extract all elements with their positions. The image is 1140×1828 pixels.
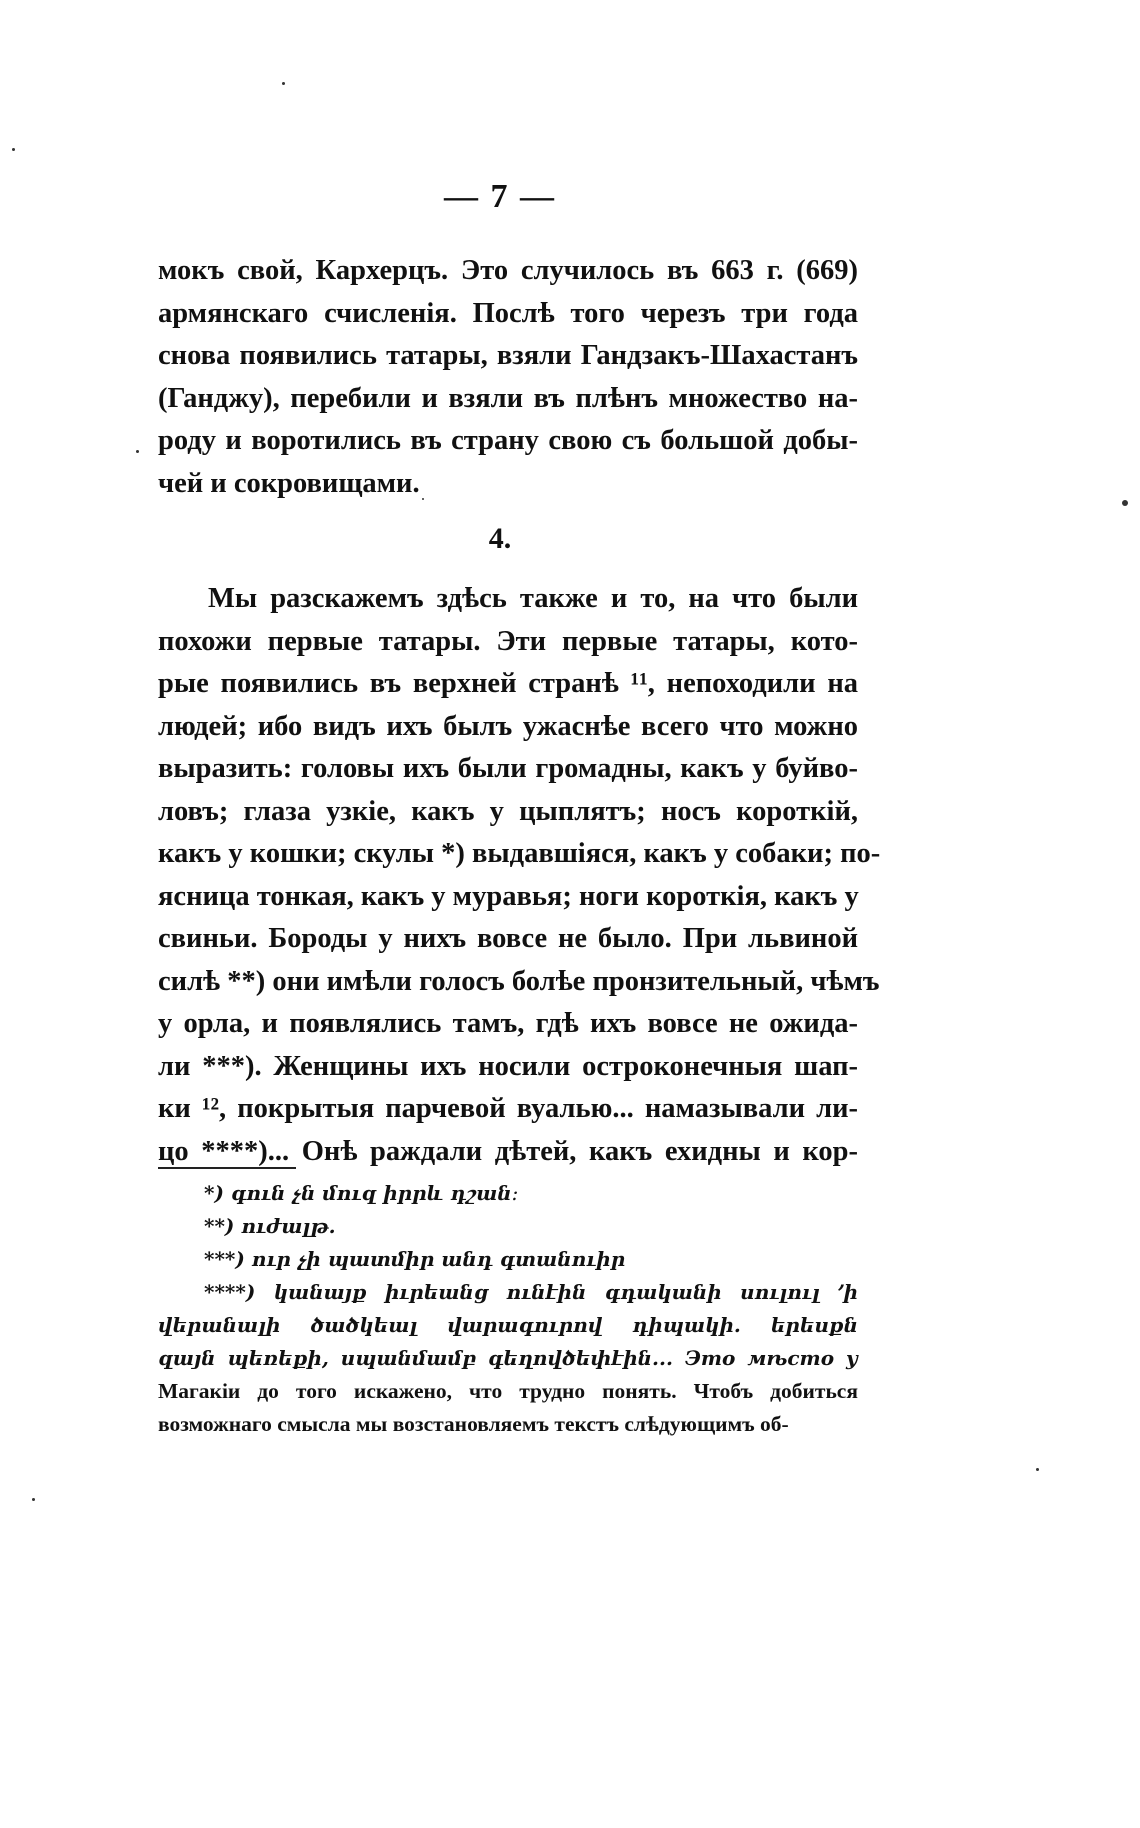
scan-speck (136, 450, 139, 453)
scan-speck (282, 82, 285, 85)
paragraph-text (158, 578, 881, 1173)
text-line: силѣ **) они имѣли голосъ болѣе пронзительный, чѣмъ (158, 965, 880, 997)
scan-speck (422, 498, 424, 500)
text-line: снова появились татары, взяли Гандзакъ-Шахастанъ (158, 340, 858, 371)
paragraph-text (158, 250, 858, 505)
text-line: свиньи. Бороды у нихъ вовсе не было. При львиной (158, 923, 858, 954)
footnotes (158, 1177, 858, 1441)
text-line: выразить: головы ихъ были громадны, какъ у буйво- (158, 753, 858, 784)
footnote-line: возможнаго смысла мы возстановляемъ текстъ слѣдующимъ об- (158, 1412, 789, 1436)
text-line: рые появились въ верхней странѣ ¹¹, непоходили на (158, 668, 858, 699)
scan-speck (1036, 1468, 1039, 1471)
footnote-line: *) գուն չն մուզ իրրև դշան։ (204, 1181, 519, 1205)
text-line: роду и воротились въ страну свою съ большой добы- (158, 425, 858, 456)
text-line: армянскаго счисленія. Послѣ того черезъ три года (158, 297, 858, 329)
scan-speck (12, 148, 15, 151)
paragraph-continued (158, 250, 858, 505)
text-line: чей и сокровищами. (158, 467, 420, 499)
text-line: мокъ свой, Кархерцъ. Это случилось въ 663 г. (669) (158, 255, 858, 286)
footnote-line: վերանալի ծածկեալ վարագուրով դիպակի. երեսքն (158, 1313, 858, 1337)
footnote-line: Магакіи до того искажено, что трудно понять. Чтобъ добиться (158, 1379, 858, 1403)
page-number: — 7 — (444, 178, 556, 215)
text-line: какъ у кошки; скулы *) выдавшіяся, какъ у собаки; по- (158, 838, 881, 869)
scan-speck (32, 1498, 35, 1501)
footnote-line: զայն պեռեքի, սպանմամբ գեղովծեփէին... Это мѣсто у (158, 1346, 858, 1370)
footnote-line: **) ուժալթ. (204, 1214, 336, 1238)
text-line: ловъ; глаза узкіе, какъ у цыплятъ; носъ короткій, (158, 795, 858, 827)
text-line: у орла, и появлялись тамъ, гдѣ ихъ вовсе не ожида- (158, 1008, 858, 1039)
paragraph-section-4 (158, 578, 881, 1173)
text-line: людей; ибо видъ ихъ былъ ужаснѣе всего что можно (158, 710, 858, 742)
text-line: (Ганджу), перебили и взяли въ плѣнъ множество на- (158, 382, 858, 414)
text-line: ки ¹², покрытыя парчевой вуалью... намазывали ли- (158, 1093, 858, 1124)
text-line: похожи первые татары. Эти первые татары, кото- (158, 625, 858, 657)
footnote-line: ***) ուր չի պատմիր անդ գտանուիր (204, 1247, 626, 1271)
scan-speck (1122, 500, 1128, 506)
text-line: ли ***). Женщины ихъ носили остроконечныя шап- (158, 1050, 858, 1082)
footnote-line: ****) կանայք իւրեանց ունէին գդականի սուլուլ ՚ի (204, 1280, 858, 1304)
text-line: Мы разскажемъ здѣсь также и то, на что были (208, 583, 858, 614)
footnote-divider (158, 1167, 296, 1169)
text-line: цо ****)... Онѣ раждали дѣтей, какъ ехидны и кор- (158, 1135, 858, 1167)
section-number: 4. (488, 522, 512, 555)
text-line: ясница тонкая, какъ у муравья; ноги короткія, какъ у (158, 880, 859, 912)
